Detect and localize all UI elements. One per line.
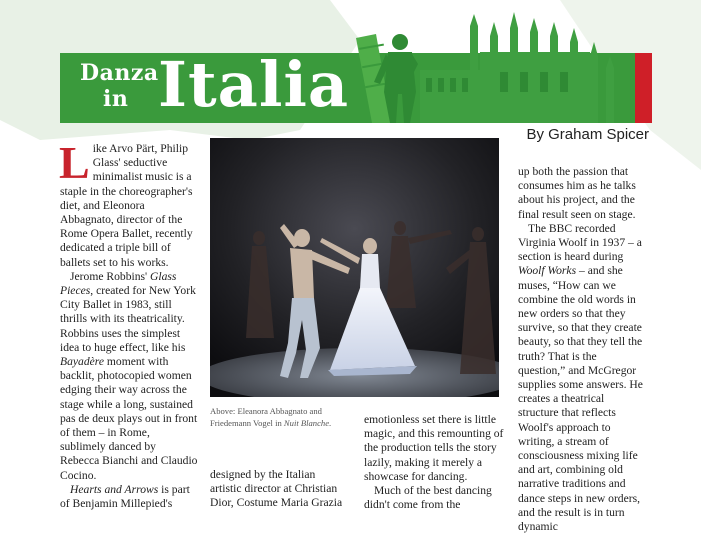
work-title: Woolf Works	[518, 264, 577, 278]
text-span: is part of Benjamin Millepied's	[60, 482, 190, 511]
photo-caption	[210, 406, 355, 429]
paragraph-woolf	[518, 222, 643, 534]
intro-text: ike Arvo Pärt, Philip Glass' seductive minimalist music is a staple in the choreographer's diet, and Eleonora Abbagnato, director of the Rome Opera Ballet, recently dedicated a triple bill of ballets set to his works.	[60, 142, 193, 269]
paragraph-hearts-and-arrows	[60, 483, 198, 511]
text-span: , created for New York City Ballet in 1983, still thrills with its theatricality. Robbins uses the simplest idea to huge effect, like his	[60, 284, 196, 354]
caption-text: Above: Eleanora Abbagnato and Friedemann Vogel in	[210, 406, 322, 428]
text-span: Jerome Robbins'	[70, 269, 151, 283]
work-title: Glass Pieces	[60, 269, 177, 298]
title-word-in: in	[103, 86, 129, 112]
italian-landmarks-silhouette	[350, 12, 620, 123]
paragraph-set: emotionless set there is little magic, and this remounting of the production tells the story lazily, making it merely a showcase for dancing.	[364, 413, 504, 483]
paragraph-costume: designed by the Italian artistic director at Christian Dior, Costume Maria Grazia	[210, 468, 343, 510]
article-column-2b-text	[364, 413, 504, 512]
paragraph-glass-pieces	[60, 270, 198, 483]
text-span: The BBC recorded Virginia Woolf in 1937 – a section is heard during	[518, 221, 642, 264]
drop-cap: L	[59, 137, 90, 188]
text-span: – and she muses, “How can we combine the old words in new orders so that they survive, so that they create beauty, so that they tell the truth? That is the question,” and McGregor supplies some answers. He creates a theatrical structure that reflects Woolf's approach to writing, a stream of consciousness mixing life and art, combining old narrative traditions and dance steps in new orders, and the result is in turn dynamic	[518, 264, 643, 534]
title-word-danza: Danza	[80, 60, 159, 86]
banner-red-stripe	[635, 53, 652, 123]
caption-work-title: Nuit Blanche	[283, 417, 330, 428]
article-column-1	[59, 137, 198, 511]
article-column-3	[518, 165, 643, 534]
text-span: moment with backlit, photocopied women edging their way across the stage while a long, sustained pas de deux plays out in front of them – in Rome, sublimely danced by Rebecca Bianchi and Claudio Cocino.	[60, 355, 198, 482]
article-column-2-text	[210, 468, 348, 511]
work-title: Bayadère	[60, 355, 104, 369]
paragraph-best-dancing: Much of the best dancing didn't come from the	[364, 484, 492, 512]
caption-text: .	[329, 417, 332, 428]
author-byline: By Graham Spicer	[526, 126, 649, 143]
paragraph-passion: up both the passion that consumes him as he talks about his project, and the final result seen on stage.	[518, 165, 636, 221]
title-word-italia: Italia	[158, 48, 350, 121]
ballet-photo	[210, 138, 499, 397]
work-title: Hearts and Arrows	[70, 482, 159, 496]
paragraph-intro	[59, 137, 198, 270]
